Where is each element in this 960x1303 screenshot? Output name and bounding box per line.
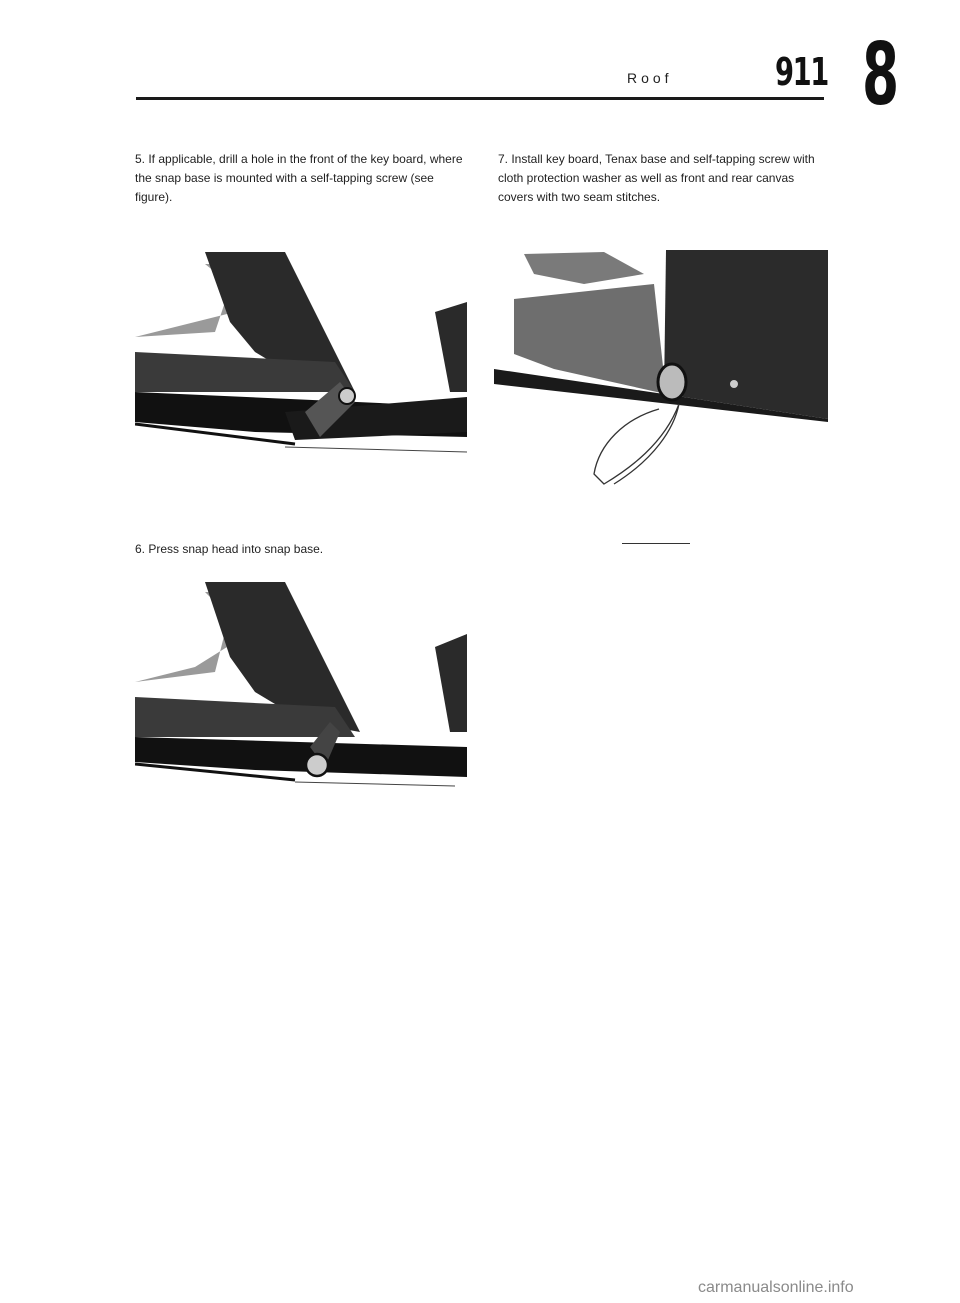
step-6-text: 6. Press snap head into snap base. <box>135 542 324 556</box>
figure-step-7-photo <box>494 244 828 490</box>
figure-step-6-photo <box>135 572 467 800</box>
step-5-text: 5. If applicable, drill a hole in the front of the key board, where the snap base is mounted with a self-tapping screw (see figure). <box>135 152 463 204</box>
section-end-rule <box>622 543 690 544</box>
step-7-text: 7. Install key board, Tenax base and self-tapping screw with cloth protection washer as well as front and rear canvas covers with two seam stitches. <box>498 152 815 204</box>
section-title: Roof <box>627 70 673 86</box>
chapter-number: 8 <box>862 25 900 125</box>
model-number: 911 <box>775 50 828 94</box>
figure-step-5-photo <box>135 242 467 484</box>
watermark: carmanualsonline.info <box>698 1279 854 1296</box>
header-rule <box>136 97 824 100</box>
